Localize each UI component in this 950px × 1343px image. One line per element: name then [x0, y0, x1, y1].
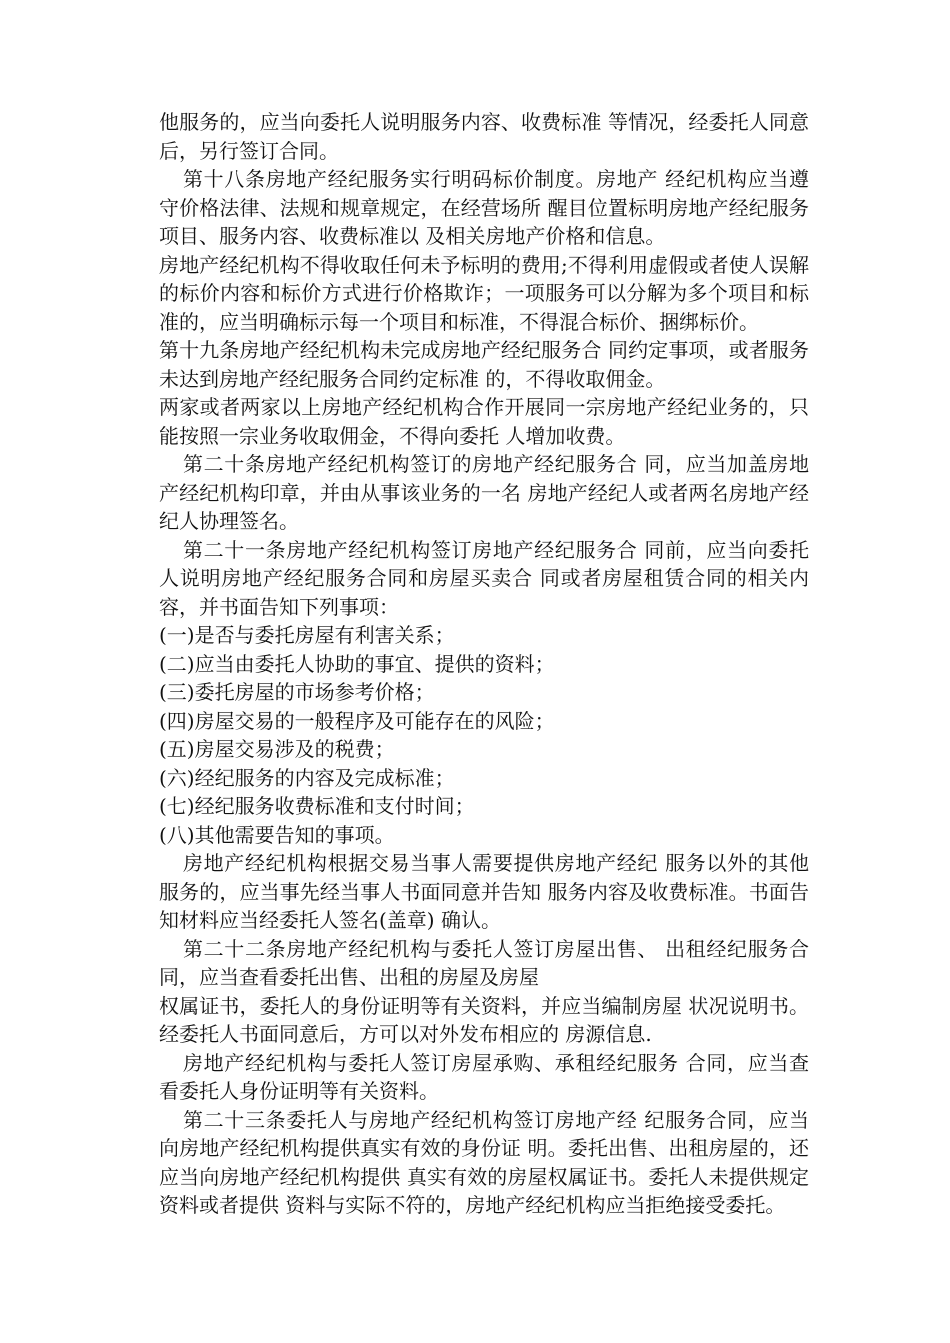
paragraph-article-23: 第二十三条委托人与房地产经纪机构签订房地产经 纪服务合同，应当向房地产经纪机构提供真实有效的身份证 明。委托出售、出租房屋的，还应当向房地产经纪机构提供 真实有效的房屋权属证书。委托人未提供规定资料或者提供 资料与实际不符的，房地产经纪机构应当拒绝接受委托。	[159, 1107, 809, 1217]
paragraph: 权属证书，委托人的身份证明等有关资料，并应当编制房屋 状况说明书。经委托人书面同意后，方可以对外发布相应的 房源信息.	[159, 993, 809, 1046]
paragraph-article-21: 第二十一条房地产经纪机构签订房地产经纪服务合 同前，应当向委托人说明房地产经纪服务合同和房屋买卖合 同或者房屋租赁合同的相关内容，并书面告知下列事项：	[159, 537, 809, 619]
list-item: (七)经纪服务收费标准和支付时间；	[159, 794, 475, 818]
list-item: (一)是否与委托房屋有利害关系；	[159, 623, 455, 647]
paragraph: 房地产经纪机构根据交易当事人需要提供房地产经纪 服务以外的其他服务的，应当事先经当事人书面同意并告知 服务内容及收费标准。书面告知材料应当经委托人签名(盖章) 确认。	[159, 851, 809, 932]
document-body	[159, 108, 809, 1220]
paragraph: 他服务的，应当向委托人说明服务内容、收费标准 等情况，经委托人同意后，另行签订合同。	[159, 110, 809, 163]
list-item: (四)房屋交易的一般程序及可能存在的风险；	[159, 708, 555, 733]
list-item: (五)房屋交易涉及的税费；	[159, 737, 395, 761]
paragraph-article-22: 第二十二条房地产经纪机构与委托人签订房屋出售、 出租经纪服务合同，应当查看委托出售、出租的房屋及房屋	[159, 936, 809, 989]
paragraph-article-18: 第十八条房地产经纪服务实行明码标价制度。房地产 经纪机构应当遵守价格法律、法规和规章规定，在经营场所 醒目位置标明房地产经纪服务项目、服务内容、收费标准以 及相关房地产价格和信息。	[159, 167, 809, 248]
list-item: (八)其他需要告知的事项。	[159, 822, 395, 847]
list-item: (三)委托房屋的市场参考价格；	[159, 680, 435, 704]
paragraph-article-20: 第二十条房地产经纪机构签订的房地产经纪服务合 同，应当加盖房地产经纪机构印章，并由从事该业务的一名 房地产经纪人或者两名房地产经纪人协理签名。	[159, 452, 809, 533]
paragraph: 房地产经纪机构与委托人签订房屋承购、承租经纪服务 合同，应当查看委托人身份证明等有关资料。	[159, 1050, 809, 1103]
paragraph-article-19: 第十九条房地产经纪机构未完成房地产经纪服务合 同约定事项，或者服务未达到房地产经纪服务合同约定标准 的，不得收取佣金。	[159, 338, 809, 391]
paragraph: 房地产经纪机构不得收取任何未予标明的费用;不得利用虚假或者使人误解的标价内容和标价方式进行价格欺诈；一项服务可以分解为多个项目和标准的，应当明确标示每一个项目和标准，不得混合标价、捆绑标价。	[159, 252, 809, 334]
list-item: (六)经纪服务的内容及完成标准；	[159, 765, 455, 790]
paragraph: 两家或者两家以上房地产经纪机构合作开展同一宗房地产经纪业务的，只能按照一宗业务收取佣金，不得向委托 人增加收费。	[159, 395, 809, 448]
list-item: (二)应当由委托人协助的事宜、提供的资料；	[159, 651, 555, 676]
